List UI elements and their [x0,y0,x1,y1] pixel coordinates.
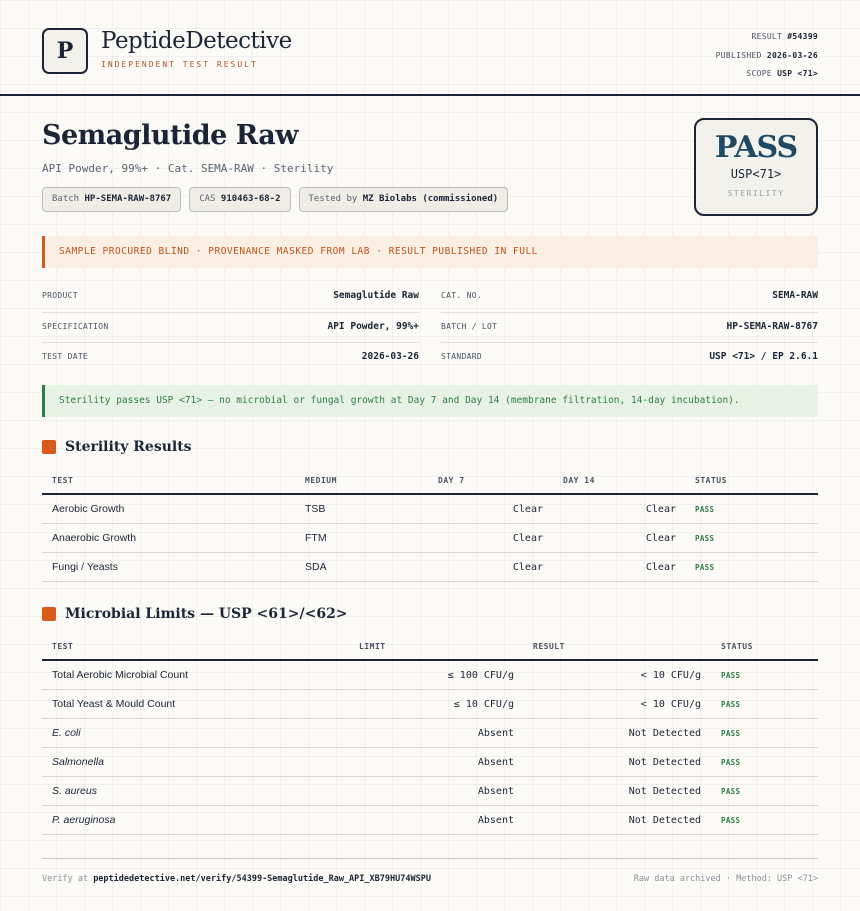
cell-limit: Absent [477,786,514,797]
verdict-banner: Sterility passes USP <71> — no microbial or fungal growth at Day 7 and Day 14 (membrane filtration, 14-day incubation). [42,385,818,417]
cell-test: S. aureus [52,785,97,797]
cell-limit: ≤ 100 CFU/g [447,670,514,681]
result-meta [716,28,818,84]
status-badge: PASS [721,816,741,825]
verdict-scope: STERILITY [727,189,785,198]
brand-tagline: INDEPENDENT TEST RESULT [101,60,258,69]
info-row [42,282,818,313]
tested-by-chip [299,187,509,212]
info-value: HP-SEMA-RAW-8767 [726,320,818,332]
table-row [42,495,818,524]
cell-day14: Clear [645,533,676,544]
table-header [42,466,818,495]
table-header [42,632,818,661]
cell-result: Not Detected [628,728,701,739]
report-footer [42,858,818,898]
col-header-status: STATUS [695,476,727,485]
cell-limit: ≤ 10 CFU/g [453,699,514,710]
verify-label: Verify at [42,874,89,884]
batch-chip [42,187,181,212]
cell-test: P. aeruginosa [52,814,116,826]
status-badge: PASS [695,563,715,572]
result-id-line [716,28,818,47]
info-value: Semaglutide Raw [333,290,419,301]
col-header-limit: LIMIT [359,642,386,651]
cell-day14: Clear [645,504,676,515]
scope-label: SCOPE [746,69,772,78]
product-chips [42,187,508,212]
section-marker-icon [42,607,56,621]
info-value: USP <71> / EP 2.6.1 [709,351,818,362]
info-row [42,313,818,344]
chip-value: 910463-68-2 [220,194,281,204]
scope-line [716,65,818,84]
info-key: BATCH / LOT [441,321,498,331]
cell-result: Not Detected [628,757,701,768]
product-subtitle: API Powder, 99%+ · Cat. SEMA-RAW · Sterility [42,162,334,175]
cell-medium: FTM [305,532,327,544]
status-badge: PASS [721,758,741,767]
table-row [42,806,818,835]
cell-result: Not Detected [628,786,701,797]
table-row [42,553,818,582]
status-badge: PASS [695,505,715,514]
col-header-test: TEST [52,476,74,485]
microbial-table [42,632,818,835]
section-marker-icon [42,440,56,454]
info-key: TEST DATE [42,352,89,361]
status-badge: PASS [695,534,715,543]
cell-test: Aerobic Growth [52,503,125,515]
col-header-status: STATUS [721,642,753,651]
col-header-result: RESULT [533,642,565,651]
sterility-table [42,466,818,582]
col-header-day7: DAY 7 [438,476,465,485]
verify-link[interactable]: peptidedetective.net/verify/54399-Semaglutide_Raw_API_XB79HU74WSPU [93,874,431,884]
status-badge: PASS [721,729,741,738]
cell-result: Not Detected [628,815,701,826]
published-line [716,47,818,66]
table-row [42,777,818,806]
cell-test: Total Yeast & Mould Count [52,698,176,710]
cell-limit: Absent [477,757,514,768]
col-header-day14: DAY 14 [563,476,595,485]
procurement-notice: SAMPLE PROCURED BLIND · PROVENANCE MASKED FROM LAB · RESULT PUBLISHED IN FULL [42,236,818,268]
cell-limit: Absent [477,815,514,826]
verify-line [42,874,431,884]
result-id-value: #54399 [787,32,818,41]
published-value: 2026-03-26 [766,50,818,60]
row-divider [441,282,818,313]
chip-label: Tested by [308,194,358,204]
report-header [0,0,860,96]
info-key: STANDARD [441,352,482,361]
cell-test: Salmonella [52,756,104,768]
cell-medium: TSB [305,503,326,515]
info-value: 2026-03-26 [361,351,419,362]
archive-note: Raw data archived · Method: USP <71> [633,874,818,884]
chip-value: HP-SEMA-RAW-8767 [84,194,172,204]
cell-medium: SDA [305,561,327,573]
status-badge: PASS [721,671,741,680]
cell-day7: Clear [512,504,543,515]
info-key: CAT. NO. [441,291,482,300]
cell-test: Anaerobic Growth [52,532,137,544]
table-row [42,690,818,719]
cas-chip [189,187,290,212]
product-title: Semaglutide Raw [42,120,298,151]
published-label: PUBLISHED [715,50,762,60]
cell-day14: Clear [645,562,676,573]
table-row [42,719,818,748]
cell-result: < 10 CFU/g [640,699,701,710]
cell-test: E. coli [52,727,81,739]
sterility-heading [42,439,192,455]
brand-name[interactable]: PeptideDetective [101,28,292,54]
cell-day7: Clear [512,533,543,544]
info-value: SEMA-RAW [772,290,818,301]
chip-label: Batch [52,194,80,204]
cell-result: < 10 CFU/g [640,670,701,681]
microbial-heading [42,606,348,622]
chip-label: CAS [199,194,216,204]
verdict-standard: USP<71> [730,167,782,181]
info-value: API Powder, 99%+ [327,320,419,332]
table-row [42,661,818,690]
status-badge: PASS [721,787,741,796]
col-header-test: TEST [52,642,74,651]
table-row [42,748,818,777]
brand-logo[interactable]: P [42,28,88,74]
section-title: Sterility Results [65,439,192,455]
chip-value: MZ Biolabs (commissioned) [362,194,499,204]
info-key: SPECIFICATION [42,321,109,331]
col-header-medium: MEDIUM [305,476,337,485]
section-title: Microbial Limits — USP <61>/<62> [65,606,348,622]
scope-value: USP <71> [777,69,818,78]
info-row [42,343,818,374]
status-badge: PASS [721,700,741,709]
cell-day7: Clear [512,562,543,573]
info-grid [42,282,818,374]
info-key: PRODUCT [42,291,78,300]
verdict-stamp [694,118,818,216]
cell-test: Fungi / Yeasts [52,561,118,573]
table-row [42,524,818,553]
cell-limit: Absent [477,728,514,739]
result-id-label: RESULT [751,32,783,41]
cell-test: Total Aerobic Microbial Count [52,669,188,681]
verdict-word: PASS [714,130,798,165]
